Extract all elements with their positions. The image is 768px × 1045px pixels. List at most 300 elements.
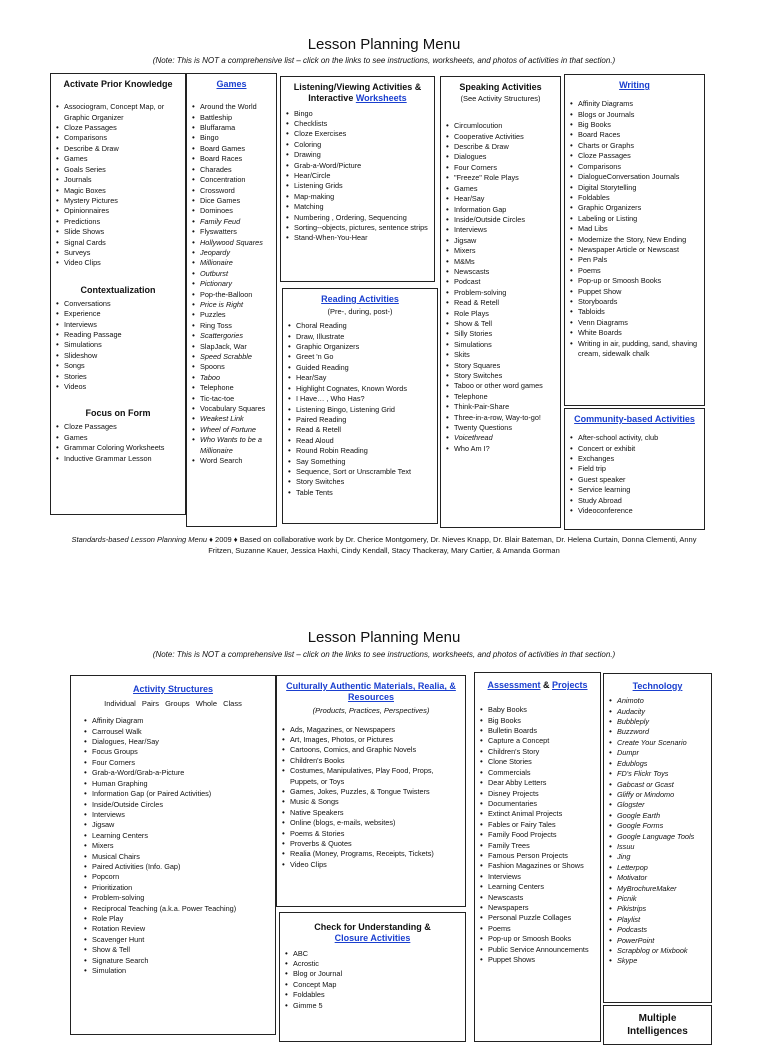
activity-structures-link[interactable]: Activity Structures: [132, 684, 214, 694]
list-item: • Pop-up or Smoosh Books: [569, 276, 700, 286]
list-item: • Sequence, Sort or Unscramble Text: [287, 467, 433, 477]
list-item: • Four Corners: [83, 758, 271, 768]
list-item: • Video Clips: [55, 258, 181, 268]
list-item: • Think-Pair-Share: [445, 402, 556, 412]
list-item: • Bingo: [191, 133, 272, 143]
list-item: • Guided Reading: [287, 363, 433, 373]
list-item: • Google Language Tools: [608, 832, 707, 842]
writing-list: [569, 99, 700, 359]
list-item: • Draw, Illustrate: [287, 332, 433, 342]
list-item: • Skype: [608, 956, 707, 966]
listening-title: Listening/Viewing Activities & Interactive Worksheets: [293, 82, 422, 104]
list-item: • Songs: [55, 361, 181, 371]
activate-prior-knowledge-box: [50, 73, 186, 515]
list-item: • Commercials: [479, 768, 596, 778]
community-title: [569, 414, 700, 425]
list-item: • Simulations: [55, 340, 181, 350]
list-item: • Newscasts: [479, 893, 596, 903]
list-item: • Simulations: [445, 340, 556, 350]
culture-title: [281, 681, 461, 704]
assessment-link[interactable]: Assessment: [487, 680, 541, 690]
list-item: • Capture a Concept: [479, 736, 596, 746]
list-item: • Greet 'n Go: [287, 352, 433, 362]
grouping-header: Individual Pairs Groups Whole Class: [104, 699, 242, 709]
assessment-list: [479, 705, 596, 965]
list-item: • Paired Activities (Info. Gap): [83, 862, 271, 872]
list-item: • Information Gap (or Paired Activities): [83, 789, 271, 799]
list-item: • After-school activity, club: [569, 433, 700, 443]
list-item: • Slideshow: [55, 351, 181, 361]
list-item: • Venn Diagrams: [569, 318, 700, 328]
activity-structures-title: [75, 684, 271, 695]
list-item: • Dumpr: [608, 748, 707, 758]
list-item: • Silly Stories: [445, 329, 556, 339]
list-item: • Price is Right: [191, 300, 272, 310]
list-item: • Games: [445, 184, 556, 194]
list-item: • Cooperative Activities: [445, 132, 556, 142]
multiple-intelligences-box: [603, 1005, 712, 1045]
technology-box: [603, 673, 712, 1003]
list-item: • Playlist: [608, 915, 707, 925]
list-item: • Glogster: [608, 800, 707, 810]
list-item: • ABC: [284, 949, 461, 959]
check-title: Check for Understanding & Closure Activities: [314, 922, 431, 944]
culture-list: [281, 725, 461, 871]
writing-title: [569, 80, 700, 91]
list-item: • Clone Stories: [479, 757, 596, 767]
list-item: • Signature Search: [83, 956, 271, 966]
list-item: • Cloze Passages: [569, 151, 700, 161]
list-item: • Journals: [55, 175, 181, 185]
list-item: • Children's Story: [479, 747, 596, 757]
list-item: • Disney Projects: [479, 789, 596, 799]
list-item: • Modernize the Story, New Ending: [569, 235, 700, 245]
list-item: • Dialogues, Hear/Say: [83, 737, 271, 747]
list-item: • Ads, Magazines, or Newspapers: [281, 725, 461, 735]
activity-structures-list: [75, 716, 271, 976]
list-item: • Concentration: [191, 175, 272, 185]
list-item: • Issuu: [608, 842, 707, 852]
list-item: • Bingo: [285, 109, 430, 119]
list-item: • Letterpop: [608, 863, 707, 873]
games-list: [191, 102, 272, 466]
writing-link[interactable]: Writing: [619, 80, 650, 90]
list-item: • Pop-up or Smoosh Books: [479, 934, 596, 944]
list-item: • Around the World: [191, 102, 272, 112]
closure-activities-link[interactable]: Closure Activities: [334, 933, 411, 944]
games-title: [191, 79, 272, 90]
speaking-title: Speaking Activities: [459, 82, 542, 92]
list-item: • Human Graphing: [83, 779, 271, 789]
assessment-title: Assessment & Projects: [487, 680, 588, 690]
contextualization-title: Contextualization: [80, 284, 156, 295]
check-list: [284, 949, 461, 1011]
list-item: • Video Clips: [281, 860, 461, 870]
list-item: • Podcasts: [608, 925, 707, 935]
list-item: • Personal Puzzle Collages: [479, 913, 596, 923]
activate-title: Activate Prior Knowledge: [63, 79, 173, 89]
list-item: • Poems: [569, 266, 700, 276]
list-item: • Scrapblog or Mixbook: [608, 946, 707, 956]
multiple-intelligences-title: Multiple Intelligences: [627, 1013, 688, 1037]
list-item: • Outburst: [191, 269, 272, 279]
list-item: • Big Books: [479, 716, 596, 726]
list-item: • Crossword: [191, 186, 272, 196]
list-item: • Pikistrips: [608, 904, 707, 914]
list-item: • Reciprocal Teaching (a.k.a. Power Teaching): [83, 904, 271, 914]
list-item: • Role Play: [83, 914, 271, 924]
list-item: • Audacity: [608, 707, 707, 717]
list-item: • Gabcast or Gcast: [608, 780, 707, 790]
list-item: • Musical Chairs: [83, 852, 271, 862]
list-item: • Map-making: [285, 192, 430, 202]
list-item: • Scavenger Hunt: [83, 935, 271, 945]
list-item: • Simulation: [83, 966, 271, 976]
list-item: • Mystery Pictures: [55, 196, 181, 206]
list-item: • Mad Libs: [569, 224, 700, 234]
list-item: • Story Switches: [287, 477, 433, 487]
list-item: • Ring Toss: [191, 321, 272, 331]
list-item: • Buzzword: [608, 727, 707, 737]
contextualization-list: [55, 299, 181, 393]
list-item: • Charts or Graphs: [569, 141, 700, 151]
list-item: • Costumes, Manipulatives, Play Food, Props, Puppets, or Toys: [281, 766, 461, 787]
list-item: • Listening Grids: [285, 181, 430, 191]
speaking-box: [440, 76, 561, 528]
list-item: • Skits: [445, 350, 556, 360]
list-item: • M&Ms: [445, 257, 556, 267]
list-item: • Matching: [285, 202, 430, 212]
culture-subtitle: (Products, Practices, Perspectives): [312, 705, 430, 715]
list-item: • Newscasts: [445, 267, 556, 277]
list-item: • Affinity Diagrams: [569, 99, 700, 109]
list-item: • Gliffy or Mindomo: [608, 790, 707, 800]
list-item: • Taboo: [191, 373, 272, 383]
list-item: • Podcast: [445, 277, 556, 287]
list-item: • Dice Games: [191, 196, 272, 206]
list-item: • Puppet Shows: [479, 955, 596, 965]
list-item: • Opinionnaires: [55, 206, 181, 216]
list-item: • Who Am I?: [445, 444, 556, 454]
list-item: • Games: [55, 433, 181, 443]
focus-on-form-title: Focus on Form: [85, 408, 151, 419]
list-item: • Goals Series: [55, 165, 181, 175]
list-item: • DialogueConversation Journals: [569, 172, 700, 182]
list-item: • Famous Person Projects: [479, 851, 596, 861]
list-item: • Taboo or other word games: [445, 381, 556, 391]
list-item: • Dear Abby Letters: [479, 778, 596, 788]
list-item: • Story Switches: [445, 371, 556, 381]
list-item: • Telephone: [445, 392, 556, 402]
list-item: • Native Speakers: [281, 808, 461, 818]
list-item: • Pop-the-Balloon: [191, 290, 272, 300]
list-item: • Music & Songs: [281, 797, 461, 807]
list-item: • "Freeze" Role Plays: [445, 173, 556, 183]
list-item: • Telephone: [191, 383, 272, 393]
list-item: • Popcorn: [83, 872, 271, 882]
list-item: • Charades: [191, 165, 272, 175]
list-item: • Videos: [55, 382, 181, 392]
list-item: • Battleship: [191, 113, 272, 123]
focus-on-form-list: [55, 422, 181, 464]
list-item: • Edublogs: [608, 759, 707, 769]
list-item: • SlapJack, War: [191, 342, 272, 352]
list-item: • PowerPoint: [608, 936, 707, 946]
list-item: • Family Food Projects: [479, 830, 596, 840]
list-item: • Board Games: [191, 144, 272, 154]
list-item: • Family Feud: [191, 217, 272, 227]
list-item: • Puzzles: [191, 310, 272, 320]
list-item: • Slide Shows: [55, 227, 181, 237]
list-item: • Associogram, Concept Map, or Graphic Organizer: [55, 102, 181, 123]
community-link[interactable]: Community-based Activities: [574, 414, 695, 424]
activity-structures-box: [70, 675, 276, 1035]
reading-list: [287, 321, 433, 498]
page-note-2: (Note: This is NOT a comprehensive list – click on the links to see instructions, worksheets, and photos of activities in that section.): [152, 650, 616, 659]
list-item: • Art, Images, Photos, or Pictures: [281, 735, 461, 745]
list-item: • Magic Boxes: [55, 186, 181, 196]
list-item: • Who Wants to be a Millionaire: [191, 435, 272, 456]
list-item: • Create Your Scenario: [608, 738, 707, 748]
list-item: • Exchanges: [569, 454, 700, 464]
list-item: • Cloze Passages: [55, 123, 181, 133]
list-item: • Say Something: [287, 457, 433, 467]
list-item: • Read & Retell: [445, 298, 556, 308]
list-item: • Paired Reading: [287, 415, 433, 425]
list-item: • Stand-When-You-Hear: [285, 233, 430, 243]
list-item: • Rotation Review: [83, 924, 271, 934]
list-item: • Board Races: [569, 130, 700, 140]
list-item: • Choral Reading: [287, 321, 433, 331]
list-item: • Documentaries: [479, 799, 596, 809]
list-item: • Games: [55, 154, 181, 164]
list-item: • Learning Centers: [479, 882, 596, 892]
list-item: • Role Plays: [445, 309, 556, 319]
list-item: • Poems & Stories: [281, 829, 461, 839]
list-item: • Hear/Circle: [285, 171, 430, 181]
list-item: • Dialogues: [445, 152, 556, 162]
list-item: • Videoconference: [569, 506, 700, 516]
list-item: • Drawing: [285, 150, 430, 160]
list-item: • Wheel of Fortune: [191, 425, 272, 435]
assessment-box: [474, 672, 601, 1042]
list-item: • Surveys: [55, 248, 181, 258]
list-item: • Newspapers: [479, 903, 596, 913]
list-item: • Extinct Animal Projects: [479, 809, 596, 819]
list-item: • Circumlocution: [445, 121, 556, 131]
list-item: • Story Squares: [445, 361, 556, 371]
list-item: • Grab-a-Word/Picture: [285, 161, 430, 171]
list-item: • Table Tents: [287, 488, 433, 498]
list-item: • Google Earth: [608, 811, 707, 821]
list-item: • Pen Pals: [569, 255, 700, 265]
list-item: • Speed Scrabble: [191, 352, 272, 362]
list-item: • Affinity Diagram: [83, 716, 271, 726]
list-item: • Inside/Outside Circles: [445, 215, 556, 225]
activate-list: [55, 102, 181, 269]
list-item: • Three-in-a-row, Way-to-go!: [445, 413, 556, 423]
list-item: • Games, Jokes, Puzzles, & Tongue Twisters: [281, 787, 461, 797]
list-item: • Twenty Questions: [445, 423, 556, 433]
list-item: • Interviews: [479, 872, 596, 882]
list-item: • Millionaire: [191, 258, 272, 268]
list-item: • Digital Storytelling: [569, 183, 700, 193]
list-item: • Puppet Show: [569, 287, 700, 297]
list-item: • Graphic Organizers: [569, 203, 700, 213]
list-item: • Board Races: [191, 154, 272, 164]
list-item: • Tabloids: [569, 307, 700, 317]
list-item: • Describe & Draw: [55, 144, 181, 154]
technology-list: [608, 696, 707, 967]
list-item: • Read & Retell: [287, 425, 433, 435]
reading-box: [282, 288, 438, 524]
projects-link[interactable]: Projects: [552, 680, 588, 690]
list-item: • Concept Map: [284, 980, 461, 990]
speaking-list: [445, 121, 556, 454]
list-item: • Information Gap: [445, 205, 556, 215]
culture-box: [276, 675, 466, 907]
list-item: • Tic-tac-toe: [191, 394, 272, 404]
list-item: • Mixers: [445, 246, 556, 256]
list-item: • Picnik: [608, 894, 707, 904]
list-item: • Storyboards: [569, 297, 700, 307]
reading-subtitle: (Pre-, during, post-): [327, 307, 393, 317]
list-item: • Four Corners: [445, 163, 556, 173]
list-item: • Inside/Outside Circles: [83, 800, 271, 810]
speaking-subtitle: (See Activity Structures): [460, 94, 541, 104]
list-item: • Motivator: [608, 873, 707, 883]
list-item: • Mixers: [83, 841, 271, 851]
list-item: • Spoons: [191, 362, 272, 372]
list-item: • Foldables: [569, 193, 700, 203]
list-item: • Poems: [479, 924, 596, 934]
list-item: • Labeling or Listing: [569, 214, 700, 224]
list-item: • Realia (Money, Programs, Receipts, Tickets): [281, 849, 461, 859]
reading-activities-link[interactable]: Reading Activities: [321, 294, 399, 304]
writing-box: [564, 74, 705, 406]
list-item: • Jigsaw: [445, 236, 556, 246]
list-item: • Big Books: [569, 120, 700, 130]
listening-box: [280, 76, 435, 282]
list-item: • Study Abroad: [569, 496, 700, 506]
list-item: • Interviews: [83, 810, 271, 820]
list-item: • Family Trees: [479, 841, 596, 851]
list-item: • Dominoes: [191, 206, 272, 216]
list-item: • Service learning: [569, 485, 700, 495]
list-item: • White Boards: [569, 328, 700, 338]
community-list: [569, 433, 700, 516]
footer-credits: Standards-based Lesson Planning Menu ♦ 2009 ♦ Based on collaborative work by Dr. Cherice Montgomery, Dr. Nieves Knapp, Dr. Blair Bateman, Dr. Helena Curtain, Donna Clementi, Anny Fritzen, Suzanne Kauer, Jessica Haxhi, Cindy Kendall, Stacy Thackeray, Mary Cartier, & Amanda Gorman: [71, 535, 697, 555]
list-item: • Children's Books: [281, 756, 461, 766]
list-item: • Vocabulary Squares: [191, 404, 272, 414]
list-item: • Problem-solving: [83, 893, 271, 903]
list-item: • Online (blogs, e-mails, websites): [281, 818, 461, 828]
list-item: • Show & Tell: [83, 945, 271, 955]
technology-link[interactable]: Technology: [632, 681, 683, 691]
list-item: • Reading Passage: [55, 330, 181, 340]
list-item: • Grab-a-Word/Grab-a-Picture: [83, 768, 271, 778]
list-item: • Bluffarama: [191, 123, 272, 133]
list-item: • Guest speaker: [569, 475, 700, 485]
list-item: • Google Forms: [608, 821, 707, 831]
list-item: • Numbering , Ordering, Sequencing: [285, 213, 430, 223]
list-item: • Acrostic: [284, 959, 461, 969]
list-item: • Proverbs & Quotes: [281, 839, 461, 849]
list-item: • Concert or exhibit: [569, 444, 700, 454]
list-item: • Foldables: [284, 990, 461, 1000]
technology-title: [608, 681, 707, 692]
list-item: • Highlight Cognates, Known Words: [287, 384, 433, 394]
list-item: • Hear/Say: [445, 194, 556, 204]
list-item: • Conversations: [55, 299, 181, 309]
games-link[interactable]: Games: [216, 79, 247, 89]
list-item: • Fables or Fairy Tales: [479, 820, 596, 830]
list-item: • Interviews: [445, 225, 556, 235]
list-item: • Read Aloud: [287, 436, 433, 446]
list-item: • Baby Books: [479, 705, 596, 715]
list-item: • Describe & Draw: [445, 142, 556, 152]
list-item: • Prioritization: [83, 883, 271, 893]
community-box: [564, 408, 705, 530]
list-item: • FD's Flickr Toys: [608, 769, 707, 779]
list-item: • Animoto: [608, 696, 707, 706]
list-item: • Sorting--objects, pictures, sentence strips: [285, 223, 430, 233]
page-title-2: Lesson Planning Menu: [307, 629, 461, 646]
list-item: • Bubbleply: [608, 717, 707, 727]
list-item: • MyBrochureMaker: [608, 884, 707, 894]
list-item: • Learning Centers: [83, 831, 271, 841]
list-item: • Voicethread: [445, 433, 556, 443]
list-item: • Flyswatters: [191, 227, 272, 237]
list-item: • Jing: [608, 852, 707, 862]
list-item: • Interviews: [55, 320, 181, 330]
list-item: • Blogs or Journals: [569, 110, 700, 120]
list-item: • Jeopardy: [191, 248, 272, 258]
list-item: • Inductive Grammar Lesson: [55, 454, 181, 464]
list-item: • Grammar Coloring Worksheets: [55, 443, 181, 453]
list-item: • Hear/Say: [287, 373, 433, 383]
page-title: Lesson Planning Menu: [307, 36, 461, 53]
page-note: (Note: This is NOT a comprehensive list – click on the links to see instructions, worksheets, and photos of activities in that section.): [152, 56, 616, 65]
list-item: • Fashion Magazines or Shows: [479, 861, 596, 871]
list-item: • Blog or Journal: [284, 969, 461, 979]
list-item: • Word Search: [191, 456, 272, 466]
list-item: • Graphic Organizers: [287, 342, 433, 352]
list-item: • Coloring: [285, 140, 430, 150]
list-item: • Public Service Announcements: [479, 945, 596, 955]
reading-title: [287, 294, 433, 305]
list-item: • Pictionary: [191, 279, 272, 289]
list-item: • Field trip: [569, 464, 700, 474]
check-understanding-box: [279, 912, 466, 1042]
list-item: • Experience: [55, 309, 181, 319]
list-item: • Stories: [55, 372, 181, 382]
worksheets-link[interactable]: Worksheets: [355, 93, 407, 104]
list-item: • I Have… , Who Has?: [287, 394, 433, 404]
list-item: • Checklists: [285, 119, 430, 129]
list-item: • Signal Cards: [55, 238, 181, 248]
list-item: • Predictions: [55, 217, 181, 227]
list-item: • Bulletin Boards: [479, 726, 596, 736]
list-item: • Listening Bingo, Listening Grid: [287, 405, 433, 415]
culture-link[interactable]: Culturally Authentic Materials, Realia, & Resources: [286, 681, 456, 703]
list-item: • Gimme 5: [284, 1001, 461, 1011]
list-item: • Cloze Exercises: [285, 129, 430, 139]
list-item: • Scattergories: [191, 331, 272, 341]
games-box: [186, 73, 277, 527]
list-item: • Writing in air, pudding, sand, shaving cream, sidewalk chalk: [569, 339, 700, 360]
list-item: • Comparisons: [569, 162, 700, 172]
